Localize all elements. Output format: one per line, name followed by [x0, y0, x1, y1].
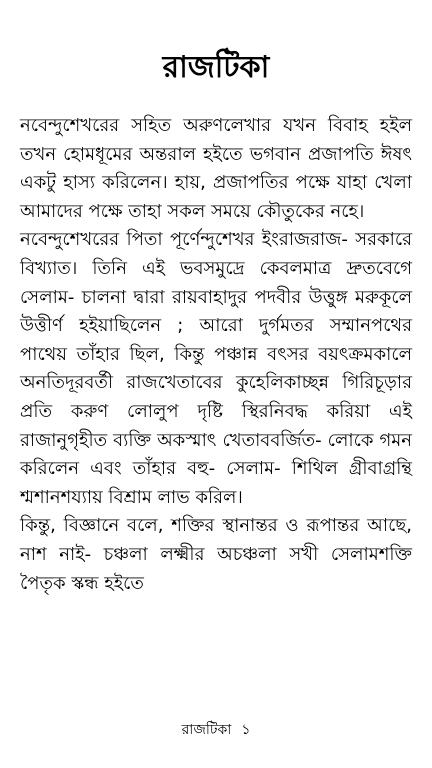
- paragraph-3: কিন্তু, বিজ্ঞানে বলে, শক্তির স্থানান্তর ও রূপান্তর আছে, নাশ নাই- চঞ্চলা লক্ষ্মীর অচঞ্চলা সখী সেলামশক্তি পৈতৃক স্কন্ধ হইতে: [20, 515, 412, 594]
- paragraph-1: নবেন্দুশেখরের সহিত অরুণলেখার যখন বিবাহ হইল তখন হোমধূমের অন্তরাল হইতে ভগবান প্রজাপতি ঈষৎ একটু হাস্য করিলেন। হায়, প্রজাপতির পক্ষে যাহা খেলা আমাদের পক্ষে তাহা সকল সময়ে কৌতুকের নহে।: [20, 115, 412, 222]
- paragraph-2: নবেন্দুশেখরের পিতা পূর্ণেন্দুশেখর ইংরাজরাজ- সরকারে বিখ্যাত। তিনি এই ভবসমুদ্রে কেবলমাত্র দ্রুতবেগে সেলাম- চালনা দ্বারা রায়বাহাদুর পদবীর উত্তুঙ্গ মরুকূলে উত্তীর্ণ হইয়াছিলেন ; আরো দুর্গমতর সম্মানপথের পাথেয় তাঁহার ছিল, কিন্তু পঞ্চান্ন বৎসর বয়ৎক্রমকালে অনতিদূরবর্তী রাজখেতাবের কুহেলিকাচ্ছন্ন গিরিচূড়ার প্রতি করুণ লোলুপ দৃষ্টি স্থিরনিবদ্ধ করিয়া এই রাজানুগৃহীত ব্যক্তি অকস্মাৎ খেতাববর্জিত- লোকে গমন করিলেন এবং তাঁহার বহু- সেলাম- শিথিল গ্রীবাগ্রন্থি শ্মশানশয্যায় বিশ্রাম লাভ করিল।: [20, 229, 412, 508]
- body-text: [20, 112, 412, 598]
- page-footer: [0, 720, 432, 740]
- running-title: রাজটিকা: [181, 722, 232, 738]
- page-number: ১: [241, 722, 251, 738]
- page-title: রাজটিকা: [162, 50, 270, 85]
